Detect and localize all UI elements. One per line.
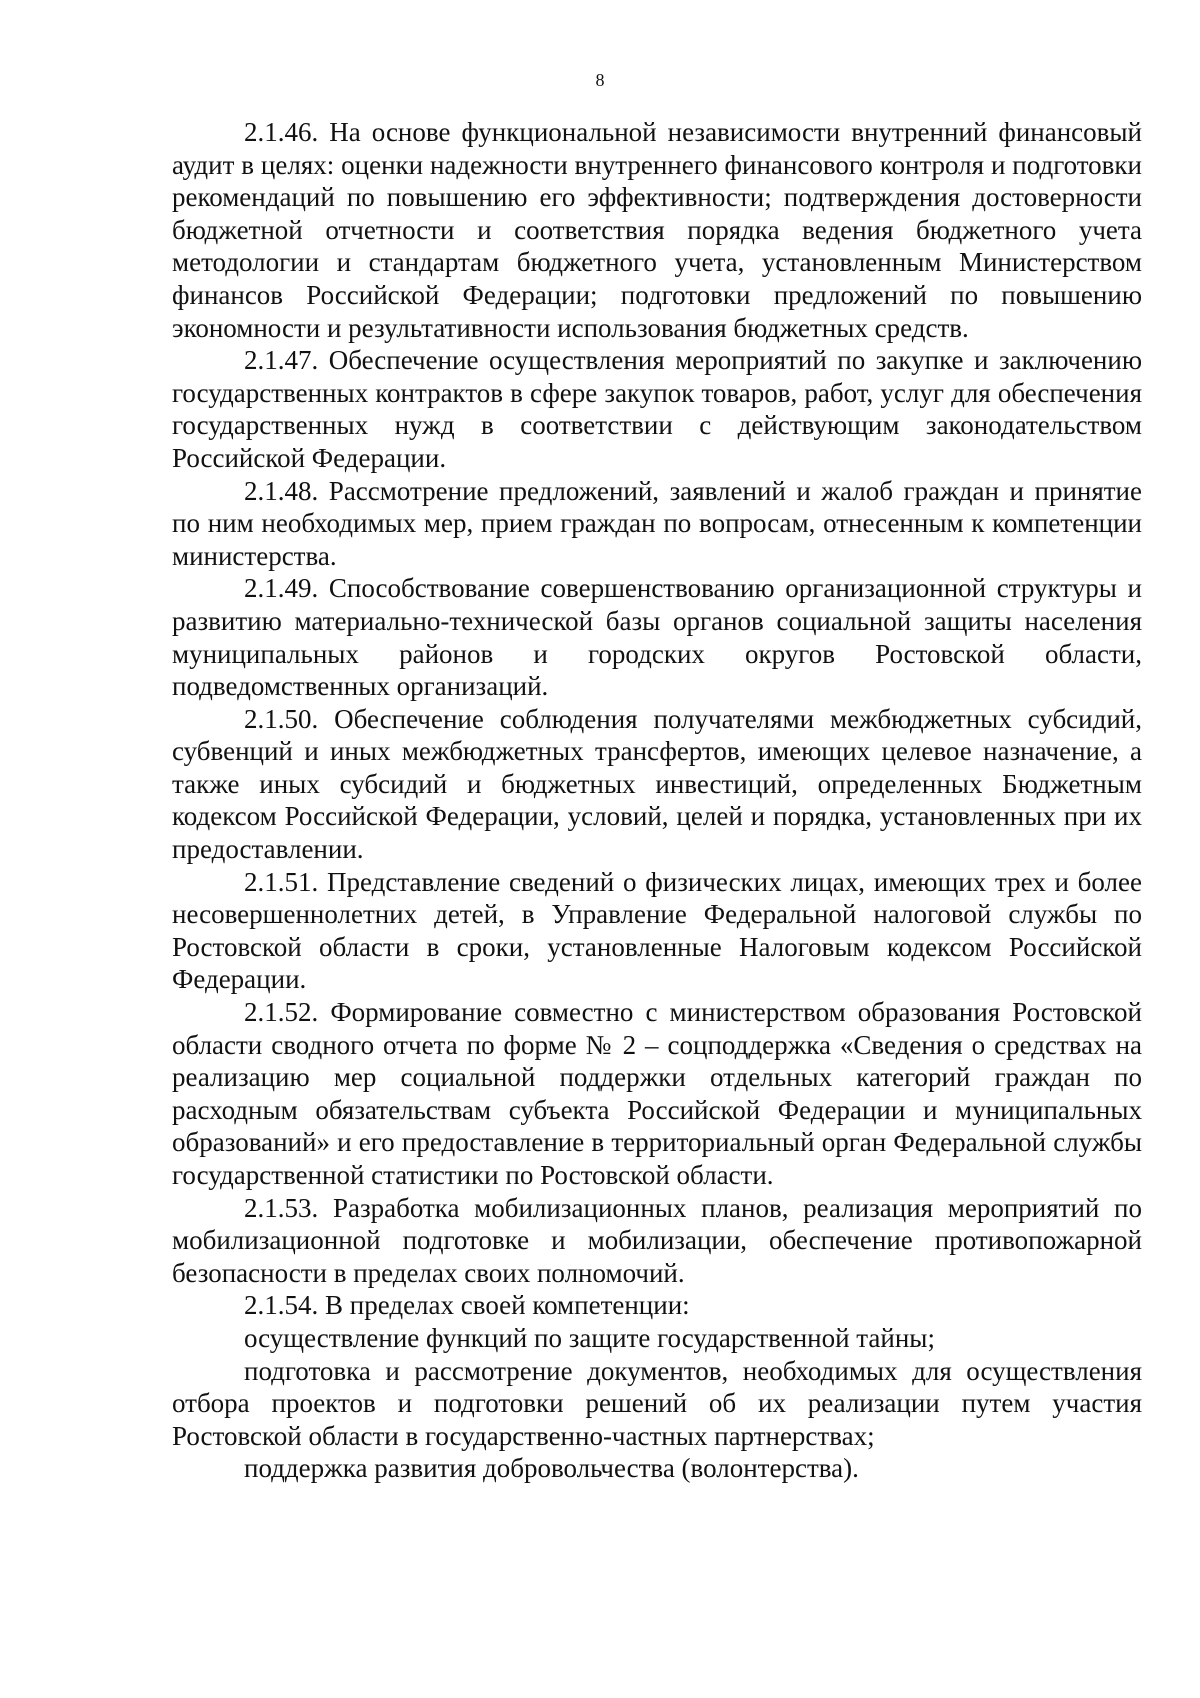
list-item-volunteering: поддержка развития добровольчества (волонтерства). <box>244 1453 859 1484</box>
paragraph-2-1-53: 2.1.53. Разработка мобилизационных планов, реализация мероприятий по мобилизационной подготовке и мобилизации, обеспечение противопожарной безопасности в пределах своих полномочий. <box>172 1192 1142 1288</box>
paragraph-2-1-51: 2.1.51. Представление сведений о физических лицах, имеющих трех и более несовершеннолетних детей, в Управление Федеральной налоговой службы по Ростовской области в сроки, установленные Налоговым кодексом Российской Федерации. <box>172 866 1142 995</box>
paragraph-2-1-50: 2.1.50. Обеспечение соблюдения получателями межбюджетных субсидий, субвенций и иных межбюджетных трансфертов, имеющих целевое назначение, а также иных субсидий и бюджетных инвестиций, определенных Бюджетным кодексом Российской Федерации, условий, целей и порядка, установленных при их предоставлении. <box>172 703 1142 865</box>
paragraph-2-1-48: 2.1.48. Рассмотрение предложений, заявлений и жалоб граждан и принятие по ним необходимых мер, прием граждан по вопросам, отнесенным к компетенции министерства. <box>172 475 1142 571</box>
list-item-ppp-projects: подготовка и рассмотрение документов, необходимых для осуществления отбора проектов и подготовки решений об их реализации путем участия Ростовской области в государственно-частных партнерствах; <box>172 1355 1142 1451</box>
paragraph-2-1-47: 2.1.47. Обеспечение осуществления мероприятий по закупке и заключению государственных контрактов в сфере закупок товаров, работ, услуг для обеспечения государственных нужд в соответствии с действующим законодательством Российской Федерации. <box>172 345 1142 473</box>
paragraph-2-1-46: 2.1.46. На основе функциональной независимости внутренний финансовый аудит в целях: оценки надежности внутреннего финансового контроля и подготовки рекомендаций по повышению его эффективности; подтверждения достоверности бюджетной отчетности и соответствия порядка ведения бюджетного учета методологии и стандартам бюджетного учета, установленным Министерством финансов Российской Федерации; подготовки предложений по повышению экономности и результативности использования бюджетных средств. <box>172 117 1142 343</box>
paragraph-2-1-52: 2.1.52. Формирование совместно с министерством образования Ростовской области сводного отчета по форме № 2 – соцподдержка «Сведения о средствах на реализацию мер социальной поддержки отдельных категорий граждан по расходным обязательствам субъекта Российской Федерации и муниципальных образований» и его предоставление в территориальный орган Федеральной службы государственной статистики по Ростовской области. <box>172 997 1142 1190</box>
page-number: 8 <box>595 70 605 90</box>
paragraph-2-1-49: 2.1.49. Способствование совершенствованию организационной структуры и развитию материально-технической базы органов социальной защиты населения муниципальных районов и городских округов Ростовской области, подведомственных организаций. <box>172 573 1142 702</box>
list-item-state-secret: осуществление функций по защите государственной тайны; <box>244 1322 935 1353</box>
document-body <box>172 116 1142 1485</box>
paragraph-2-1-54-heading: 2.1.54. В пределах своей компетенции: <box>244 1290 690 1321</box>
